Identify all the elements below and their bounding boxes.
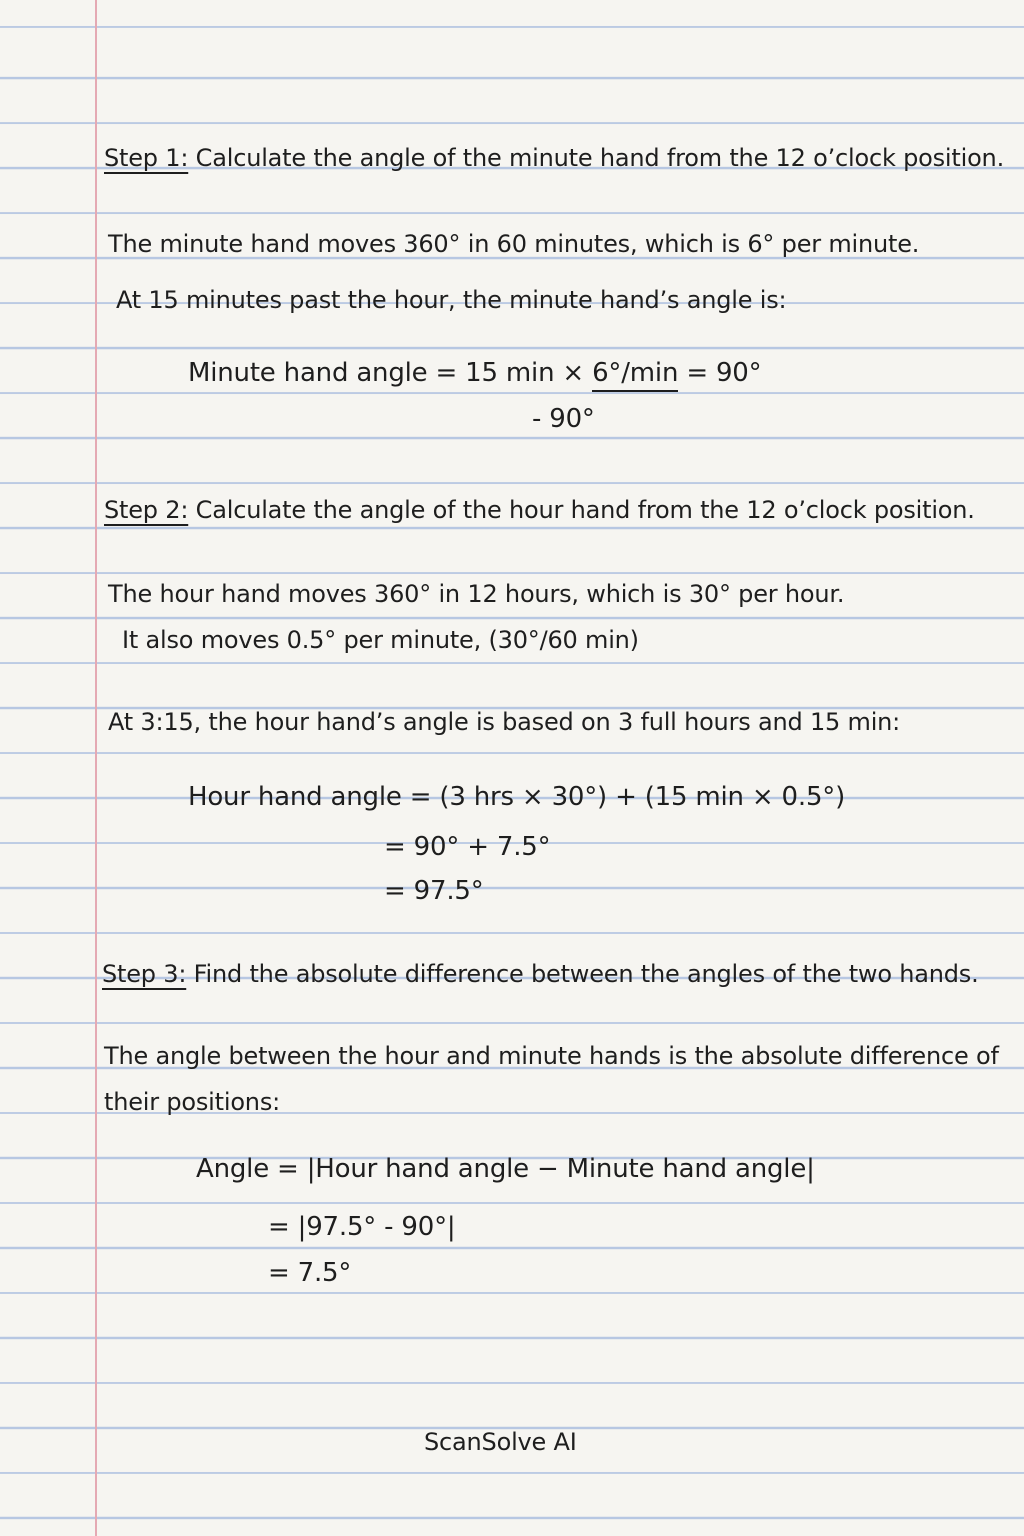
step-2-line-3: At 3:15, the hour hand’s angle is based on 3 full hours and 15 min: — [108, 708, 901, 736]
minute-eq-right: = 90° — [686, 358, 762, 388]
step-3-line-2: their positions: — [104, 1088, 281, 1116]
step-2-heading-row — [104, 496, 975, 524]
step-1-heading: Calculate the angle of the minute hand from the 12 o’clock position. — [195, 144, 1005, 172]
step-3-line-1: The angle between the hour and minute hands is the absolute difference of — [104, 1042, 999, 1070]
step-3-heading-row — [102, 960, 979, 988]
step-3-label: Step 3: — [102, 960, 187, 988]
step-2-line-1: The hour hand moves 360° in 12 hours, which is 30° per hour. — [108, 580, 845, 608]
step-2-label: Step 2: — [104, 496, 189, 524]
step-1-label: Step 1: — [104, 144, 189, 172]
step-3-heading: Find the absolute difference between the angles of the two hands. — [193, 960, 979, 988]
step-1-line-2: At 15 minutes past the hour, the minute hand’s angle is: — [116, 286, 787, 314]
step-1-line-1: The minute hand moves 360° in 60 minutes, which is 6° per minute. — [108, 230, 920, 258]
angle-equation-1: Angle = |Hour hand angle − Minute hand angle| — [196, 1154, 815, 1184]
angle-equation-3: = 7.5° — [268, 1258, 352, 1288]
hour-hand-equation-3: = 97.5° — [384, 876, 484, 906]
margin-line — [95, 0, 97, 1536]
hour-hand-equation-2: = 90° + 7.5° — [384, 832, 551, 862]
minute-eq-left: Minute hand angle = 15 min × — [188, 358, 585, 388]
minute-eq-subline: - 90° — [532, 404, 595, 434]
step-2-heading: Calculate the angle of the hour hand from the 12 o’clock position. — [195, 496, 975, 524]
step-2-line-2: It also moves 0.5° per minute, (30°/60 min) — [122, 626, 639, 654]
minute-eq-fraction: 6°/min — [592, 358, 678, 392]
footer-brand: ScanSolve AI — [424, 1428, 577, 1456]
angle-equation-2: = |97.5° - 90°| — [268, 1212, 456, 1242]
step-1-heading-row — [104, 144, 1004, 172]
minute-hand-equation — [188, 358, 761, 392]
hour-hand-equation-1: Hour hand angle = (3 hrs × 30°) + (15 min × 0.5°) — [188, 782, 846, 812]
